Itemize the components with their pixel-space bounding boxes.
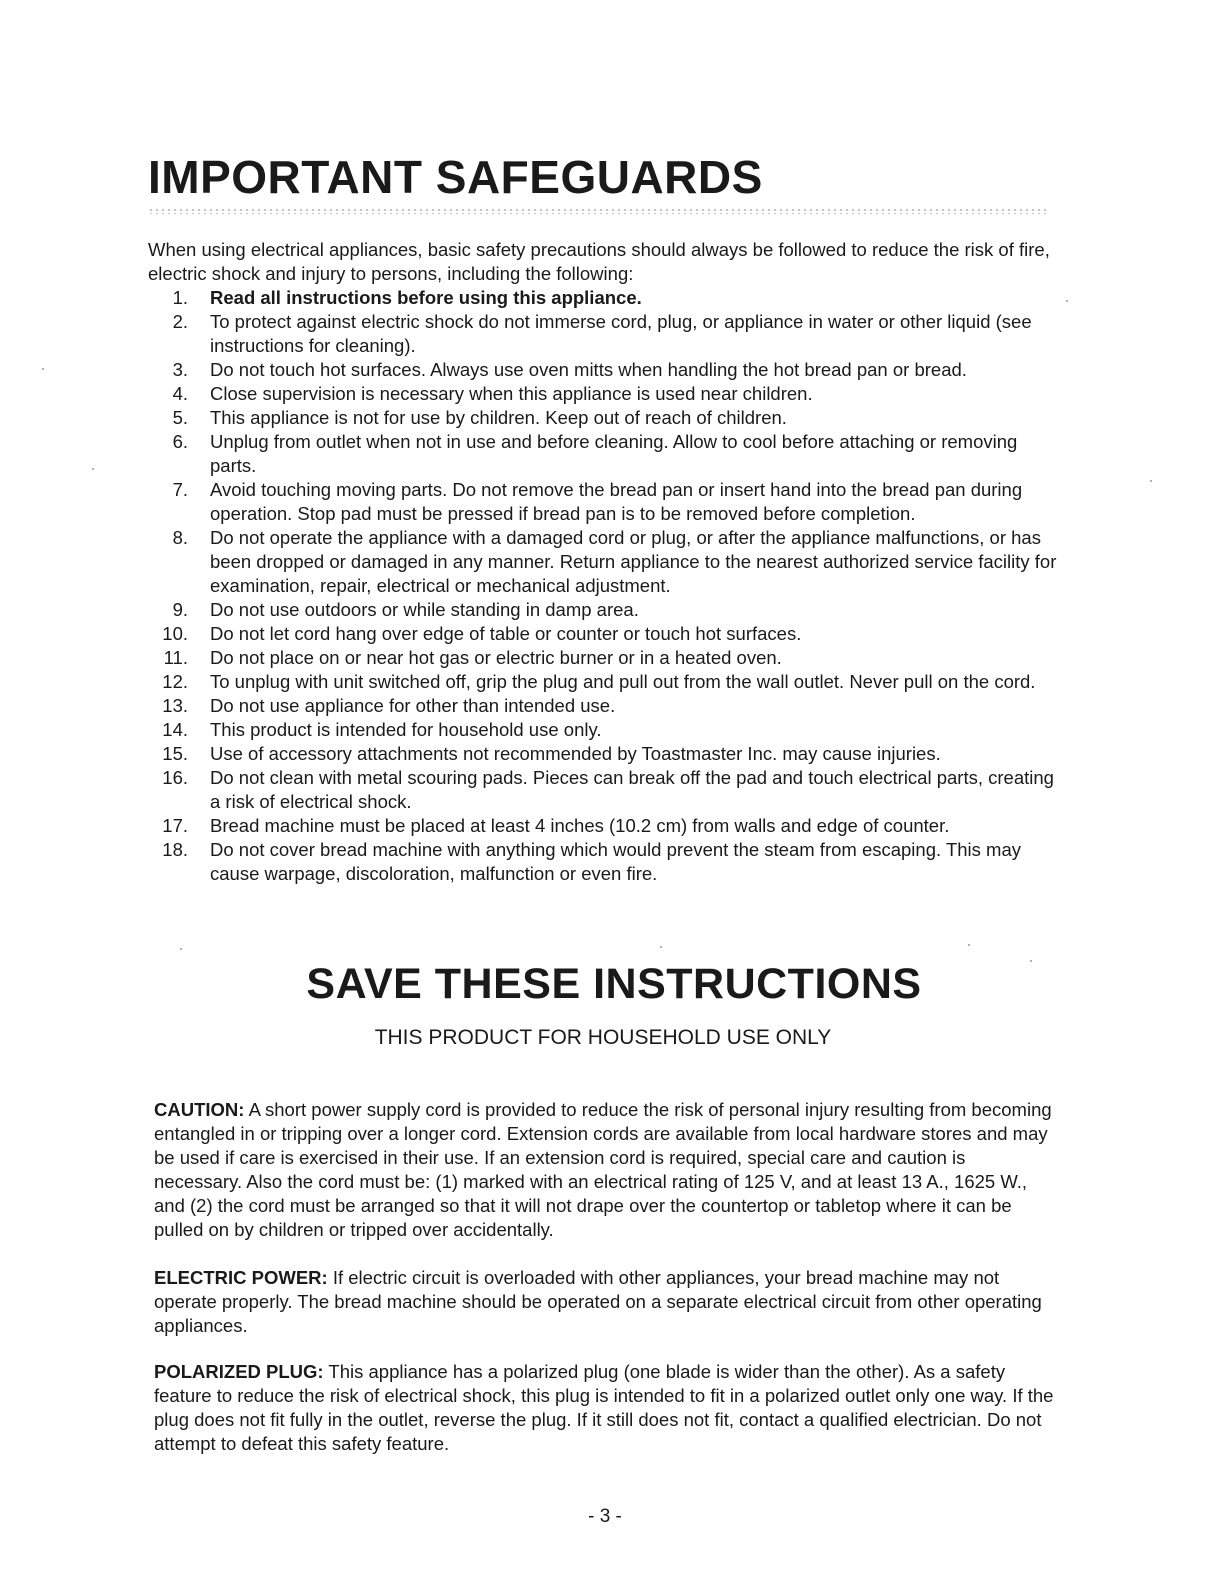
safeguard-item [148,598,1058,622]
safeguard-number: 7. [172,479,188,500]
page-number: - 3 - [588,1506,622,1527]
title-divider [148,208,1048,214]
safeguard-text: To unplug with unit switched off, grip the plug and pull out from the wall outlet. Never pull on the cord. [210,671,1036,692]
safeguard-number: 18. [162,839,188,860]
safeguard-item [148,838,1058,886]
safeguard-item [148,358,1058,382]
safeguard-text: This product is intended for household use only. [210,719,602,740]
safeguard-item [148,718,1058,742]
safeguard-text: Read all instructions before using this appliance. [210,287,642,308]
safeguards-list [148,286,1058,886]
safeguard-text: Close supervision is necessary when this appliance is used near children. [210,383,813,404]
polarized-plug-label: POLARIZED PLUG: [154,1361,324,1382]
safeguard-number: 16. [162,767,188,788]
safeguard-text: Avoid touching moving parts. Do not remove the bread pan or insert hand into the bread pan during operation. Stop pad must be pressed if bread pan is to be removed before completion. [210,479,1023,524]
safeguard-number: 4. [172,383,188,404]
electric-power-label: ELECTRIC POWER: [154,1267,328,1288]
caution-paragraph [154,1098,1054,1242]
safeguard-number: 13. [162,695,188,716]
safeguard-item [148,526,1058,598]
safeguard-text: To protect against electric shock do not immerse cord, plug, or appliance in water or other liquid (see instructions for cleaning). [210,311,1032,356]
safeguard-text: Do not cover bread machine with anything which would prevent the steam from escaping. This may cause warpage, discoloration, malfunction or even fire. [210,839,1021,884]
safeguard-number: 11. [163,647,188,668]
safeguard-item [148,670,1058,694]
save-instructions-heading: SAVE THESE INSTRUCTIONS [306,960,922,1008]
safeguard-number: 9. [172,599,188,620]
safeguard-item [148,742,1058,766]
scan-speck [92,468,94,470]
safeguard-item [148,694,1058,718]
safeguard-number: 17. [162,815,188,836]
electric-power-paragraph [154,1266,1054,1338]
safeguard-item [148,622,1058,646]
safeguard-text: Do not let cord hang over edge of table or counter or touch hot surfaces. [210,623,802,644]
scan-speck [1030,960,1032,962]
safeguard-number: 3. [172,359,188,380]
scan-speck [968,944,970,946]
safeguard-number: 10. [162,623,188,644]
scan-speck [42,368,44,370]
safeguard-number: 2. [172,311,188,332]
safeguard-text: Do not touch hot surfaces. Always use oven mitts when handling the hot bread pan or bread. [210,359,967,380]
safeguard-number: 8. [172,527,188,548]
safeguard-number: 5. [172,407,188,428]
safeguard-number: 15. [162,743,188,764]
safeguard-number: 6. [172,431,188,452]
scan-speck [180,948,182,950]
safeguard-text: Do not use outdoors or while standing in damp area. [210,599,639,620]
caution-label: CAUTION: [154,1099,245,1120]
polarized-plug-paragraph [154,1360,1054,1456]
safeguard-item [148,286,1058,310]
safeguard-text: Unplug from outlet when not in use and before cleaning. Allow to cool before attaching or removing parts. [210,431,1018,476]
scan-speck [660,946,662,948]
safeguard-item [148,406,1058,430]
safeguard-text: Do not place on or near hot gas or electric burner or in a heated oven. [210,647,782,668]
caution-text: A short power supply cord is provided to reduce the risk of personal injury resulting from becoming entangled in or tripping over a longer cord. Extension cords are available from local hardware stores and may be used if care is exercised in their use. If an extension cord is required, special care and caution is necessary. Also the cord must be: (1) marked with an electrical rating of 125 V, and at least 13 A., 1625 W., and (2) the cord must be arranged so that it will not drape over the countertop or tabletop where it can be pulled on by children or tripped over accidentally. [154,1099,1052,1240]
safeguard-item [148,478,1058,526]
safeguard-item [148,430,1058,478]
safeguard-text: Use of accessory attachments not recommended by Toastmaster Inc. may cause injuries. [210,743,941,764]
electric-power-text: If electric circuit is overloaded with other appliances, your bread machine may not operate properly. The bread machine should be operated on a separate electrical circuit from other operating appliances. [154,1267,1042,1336]
safeguard-item [148,382,1058,406]
safeguard-number: 14. [162,719,188,740]
safeguard-number: 1. [172,287,188,308]
safeguard-item [148,814,1058,838]
scan-speck [1066,300,1068,302]
safeguard-text: Do not use appliance for other than intended use. [210,695,616,716]
safeguard-text: Do not clean with metal scouring pads. Pieces can break off the pad and touch electrical parts, creating a risk of electrical shock. [210,767,1054,812]
page-title: IMPORTANT SAFEGUARDS [148,151,763,203]
polarized-plug-text: This appliance has a polarized plug (one blade is wider than the other). As a safety feature to reduce the risk of electrical shock, this plug is intended to fit in a polarized outlet only one way. If the plug does not fit fully in the outlet, reverse the plug. If it still does not fit, contact a qualified electrician. Do not attempt to defeat this safety feature. [154,1361,1054,1454]
safeguard-number: 12. [162,671,188,692]
intro-paragraph: When using electrical appliances, basic safety precautions should always be followed to reduce the risk of fire, electric shock and injury to persons, including the following: [148,239,1050,284]
safeguard-item [148,646,1058,670]
household-use-subtitle: THIS PRODUCT FOR HOUSEHOLD USE ONLY [374,1026,832,1049]
safeguard-text: This appliance is not for use by children. Keep out of reach of children. [210,407,787,428]
safeguard-text: Bread machine must be placed at least 4 inches (10.2 cm) from walls and edge of counter. [210,815,950,836]
safeguard-item [148,766,1058,814]
safeguard-text: Do not operate the appliance with a damaged cord or plug, or after the appliance malfunctions, or has been dropped or damaged in any manner. Return appliance to the nearest authorized service facility for examination, repair, electrical or mechanical adjustment. [210,527,1057,596]
safeguard-item [148,310,1058,358]
scan-speck [1150,480,1152,482]
